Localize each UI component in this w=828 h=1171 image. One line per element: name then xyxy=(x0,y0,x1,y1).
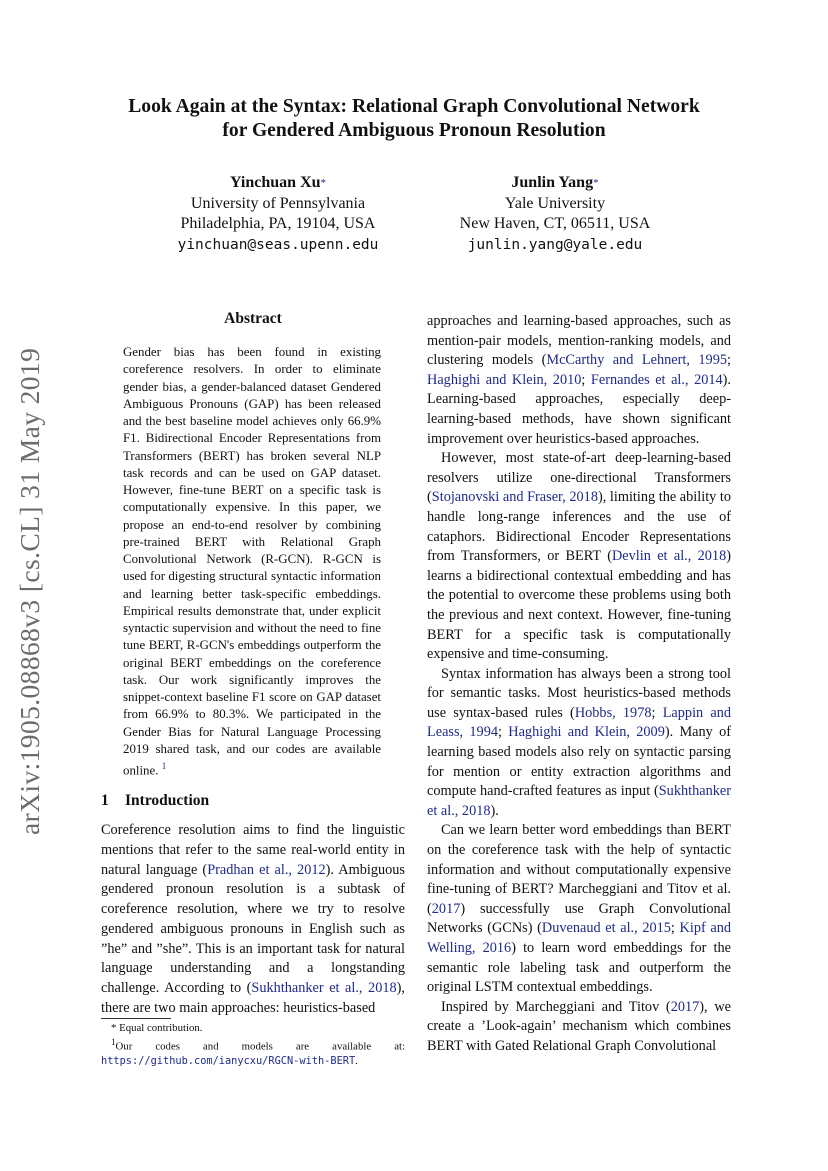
equal-contribution-mark: * xyxy=(593,177,599,189)
abstract-text: Gender bias has been found in existing coreference resolvers. In order to eliminate gender bias, a gender-balanced dataset Gendered Ambiguous Pronouns (GAP) has been released and the best baseline model achieves only 66.9% F1. Bidirectional Encoder Representations from Transformers (BERT) has broken several NLP task records and can be used on GAP dataset. However, fine-tune BERT on a specific task is computationally expensive. In this paper, we propose an end-to-end resolver by combining pre-trained BERT with Relational Graph Convolutional Network (R-GCN). R-GCN is used for digesting structural syntactic information and learning better task-specific embeddings. Empirical results demonstrate that, under explicit syntactic supervision and without the need to fine tune BERT, R-GCN's embeddings outperform the original BERT embeddings on the coreference task. Our work significantly improves the snippet-context baseline F1 score on GAP dataset from 66.9% to 80.3%. We participated in the Gender Bias for Natural Language Processing 2019 shared task, and our codes are available online. xyxy=(123,345,381,778)
citation-link[interactable]: Devlin et al., 2018 xyxy=(611,548,727,565)
text-run: ). Many of learning based models also rely on syntactic parsing for mention or entity extraction algorithms and compute hand-crafted features as input ( xyxy=(427,724,732,800)
github-link[interactable]: https://github.com/ianycxu/RGCN-with-BERT xyxy=(101,1055,356,1067)
abstract-body xyxy=(123,344,381,780)
paragraph: Can we learn better word embeddings than BERT on the coreference task with the help of syntactic information and without computationally expensive fine-tuning of BERT? Marcheggiani and Titov et al. (2017) successfully use Graph Convolutional Networks (GCNs) (Duvenaud et al., 2015; Kipf and Welling, 2016) to learn word embeddings for the semantic role labeling task and outperform the original LSTM contextual embeddings. xyxy=(427,822,732,996)
paragraph: approaches and learning-based approaches, such as mention-pair models, mention-ranking models, and clustering models (McCarthy and Lehnert, 1995; Haghighi and Klein, 2010; Fernandes et al., 2014). Learning-based approaches, especially deep-learning-based methods, have shown significant improvement over heuristics-based approaches. xyxy=(427,313,732,447)
citation-link[interactable]: Stojanovski and Fraser, 2018 xyxy=(431,489,598,506)
footnote-ref[interactable]: 1 xyxy=(161,761,167,771)
footnote-code xyxy=(101,1035,405,1068)
text-run: ), there are two main approaches: heuristics-based xyxy=(101,980,405,1016)
text-run: However, most state-of-art deep-learning-based resolvers utilize one-directional Transformers ( xyxy=(427,450,731,506)
intro-paragraph xyxy=(101,821,405,1019)
text-run: Inspired by Marcheggiani and Titov ( xyxy=(441,998,671,1015)
citation-link[interactable]: Sukhthanker et al., 2018 xyxy=(427,783,731,819)
text-run: ). xyxy=(490,802,499,819)
text-run: ). Ambiguous gendered pronoun resolution is a subtask of coreference resolution, where we try to resolve gendered ambiguous pronouns in English such as ”he” and ”she”. This is an important task for natural language understanding and a longstanding challenge. According to ( xyxy=(101,861,405,996)
text-run: ) learns a bidirectional contextual embedding and has the potential to overcome these problems using both the previous and next context. However, fine-tuning BERT for a specific task is computationally expensive and time-consuming. xyxy=(427,548,731,663)
citation-link[interactable]: Pradhan et al., 2012 xyxy=(207,861,326,878)
citation-link[interactable]: 2017 xyxy=(431,900,461,917)
text-run: Syntax information has always been a strong tool for semantic tasks. Most heuristics-based methods use syntax-based rules ( xyxy=(427,665,731,721)
citation-link[interactable]: McCarthy and Lehnert, 1995 xyxy=(546,352,728,369)
arxiv-stamp: arXiv:1905.08868v3 [cs.CL] 31 May 2019 xyxy=(14,347,45,835)
text-run: ). Learning-based approaches, especially deep-learning-based methods, have shown significant improvement over heuristics-based approaches. xyxy=(427,371,732,447)
text-run: ), limiting the ability to handle long-range inferences and the use of cataphors. Bidirectional Encoder Representations from Transformers, or BERT ( xyxy=(427,489,732,565)
paragraph: Syntax information has always been a strong tool for semantic tasks. Most heuristics-based methods use syntax-based rules (Hobbs, 1978; Lappin and Leass, 1994; Haghighi and Klein, 2009). Many of learning based models also rely on syntactic parsing for mention or entity extraction algorithms and compute hand-crafted features as input (Sukhthanker et al., 2018). xyxy=(427,665,732,819)
citation-link[interactable]: 2017 xyxy=(670,998,700,1015)
section-number: 1 xyxy=(101,792,109,809)
citation-link[interactable]: Lappin and Leass, 1994 xyxy=(427,704,732,741)
author-block-2 xyxy=(430,173,680,255)
right-column xyxy=(427,312,731,1057)
citation-link[interactable]: Duvenaud et al., 2015 xyxy=(541,920,671,937)
equal-contribution-mark: * xyxy=(320,177,327,189)
abstract-heading: Abstract xyxy=(224,310,282,327)
citation-link[interactable]: Kipf and Welling, 2016 xyxy=(427,920,732,956)
title-line-2: for Gendered Ambiguous Pronoun Resolution xyxy=(222,120,606,141)
paragraph xyxy=(427,449,731,665)
author-name: Junlin Yang xyxy=(511,174,594,191)
section-title: Introduction xyxy=(125,792,210,809)
text-run: Can we learn better word embeddings than BERT on the coreference task with the help of syntactic information and without computationally expensive fine-tuning of BERT? Marcheggiani and Titov et al. ( xyxy=(427,822,731,917)
text-run: Coreference resolution aims to find the linguistic mentions that refer to the same real-world entity in natural language ( xyxy=(101,822,405,878)
title-line-1: Look Again at the Syntax: Relational Graph Convolutional Network xyxy=(128,96,700,117)
footnote-equal-contribution: * Equal contribution. xyxy=(111,1022,203,1034)
author-email[interactable]: yinchuan@seas.upenn.edu xyxy=(177,236,379,253)
text-run: ) to learn word embeddings for the semantic role labeling task and outperform the original LSTM contextual embeddings. xyxy=(427,940,731,996)
paper-title xyxy=(60,95,768,143)
footnote-text: Our codes and models are available at: xyxy=(115,1040,405,1053)
citation-link[interactable]: Fernandes et al., 2014 xyxy=(590,371,723,388)
section-heading xyxy=(101,792,209,810)
author-email[interactable]: junlin.yang@yale.edu xyxy=(467,236,643,253)
author-affiliation: Yale University xyxy=(504,194,606,212)
citation-link[interactable]: Haghighi and Klein, 2009 xyxy=(508,724,665,741)
author-block-1 xyxy=(146,173,410,255)
citation-link[interactable]: Haghighi and Klein, 2010 xyxy=(427,371,582,388)
paragraph xyxy=(427,998,731,1057)
footnote-rule xyxy=(101,1018,171,1019)
text-run: ) successfully use Graph Convolutional Networks (GCNs) ( xyxy=(427,900,731,937)
text-run: ), we create a ’Look-again’ mechanism which combines BERT with Gated Relational Graph Convolutional xyxy=(427,998,731,1054)
author-address: Philadelphia, PA, 19104, USA xyxy=(180,215,376,232)
author-affiliation: University of Pennsylvania xyxy=(190,194,366,212)
author-name: Yinchuan Xu xyxy=(229,174,321,191)
footnote-mark: 1 xyxy=(111,1037,116,1048)
footnote-end: . xyxy=(355,1055,358,1067)
citation-link[interactable]: Hobbs, 1978 xyxy=(574,704,652,721)
citation-link[interactable]: Sukhthanker et al., 2018 xyxy=(251,980,397,996)
text-run: approaches and learning-based approaches, such as mention-pair models, mention-ranking models, and clustering models ( xyxy=(427,313,731,369)
footnotes xyxy=(101,1021,405,1068)
author-address: New Haven, CT, 06511, USA xyxy=(459,215,651,232)
